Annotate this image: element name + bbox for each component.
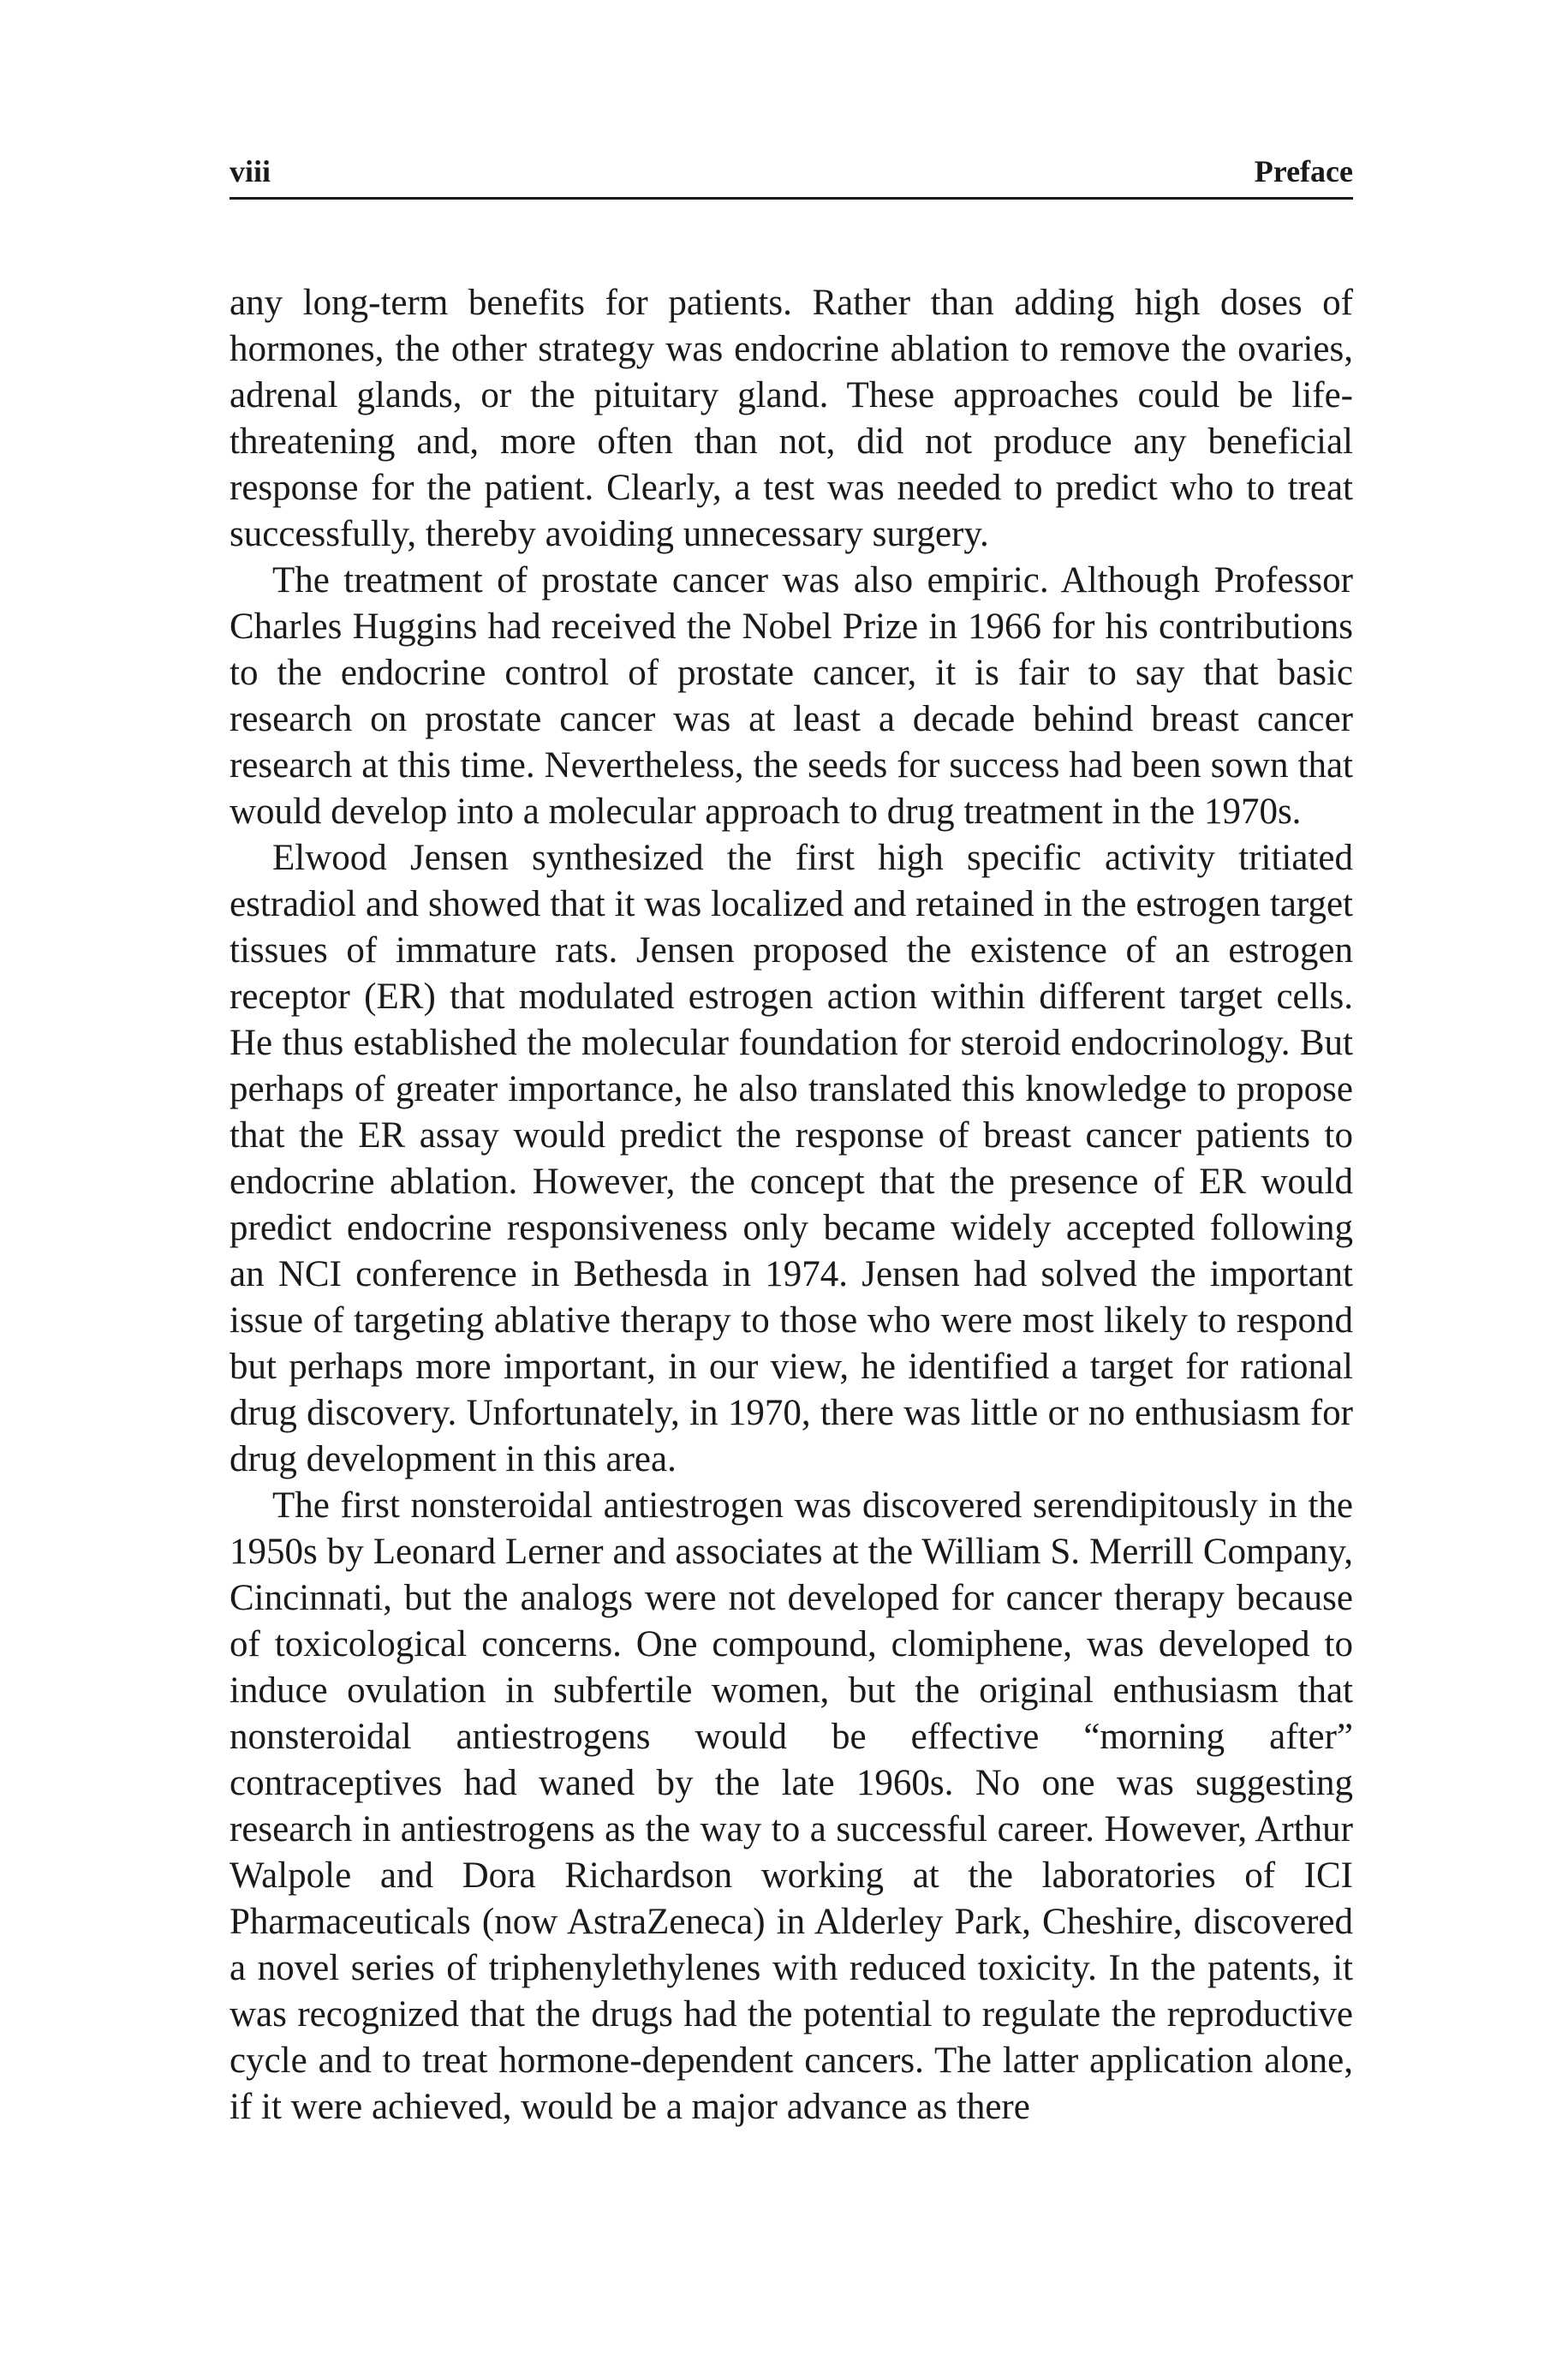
paragraph: The first nonsteroidal antiestrogen was discovered serendipitously in the 1950s by Leonard Lerner and associates at the William S. Merrill Company, Cincinnati, but the analogs were not developed for cancer therapy because of toxicological concerns. One compound, clomiphene, was developed to induce ovulation in subfertile women, but the original enthusiasm that nonsteroidal antiestrogens would be effective “morning after” contraceptives had waned by the late 1960s. No one was suggesting research in antiestrogens as the way to a successful career. However, Arthur Walpole and Dora Richardson working at the laboratories of ICI Pharmaceuticals (now AstraZeneca) in Alderley Park, Cheshire, discovered a novel series of triphenylethylenes with reduced toxicity. In the patents, it was recognized that the drugs had the potential to regulate the reproductive cycle and to treat hormone-dependent cancers. The latter application alone, if it were achieved, would be a major advance as there [230, 1485, 1353, 2127]
paragraph: any long-term benefits for patients. Rather than adding high doses of hormones, the other strategy was endocrine ablation to remove the ovaries, adrenal glands, or the pituitary gland. These approaches could be life-threatening and, more often than not, did not produce any beneficial response for the patient. Clearly, a test was needed to predict who to treat successfully, thereby avoiding unnecessary surgery. [230, 283, 1353, 554]
running-head [230, 154, 1353, 200]
body-text [230, 280, 1353, 2130]
book-page [230, 154, 1353, 2130]
paragraph: Elwood Jensen synthesized the first high specific activity tritiated estradiol and showed that it was localized and retained in the estrogen target tissues of immature rats. Jensen proposed the existence of an estrogen receptor (ER) that modulated estrogen action within different target cells. He thus established the molecular foundation for steroid endocrinology. But perhaps of greater importance, he also translated this knowledge to propose that the ER assay would predict the response of breast cancer patients to endocrine ablation. However, the concept that the presence of ER would predict endocrine responsiveness only became widely accepted following an NCI conference in Bethesda in 1974. Jensen had solved the important issue of targeting ablative therapy to those who were most likely to respond but perhaps more important, in our view, he identified a target for rational drug discovery. Unfortunately, in 1970, there was little or no enthusiasm for drug development in this area. [230, 838, 1353, 1479]
paragraph: The treatment of prostate cancer was also empiric. Although Professor Charles Huggins had received the Nobel Prize in 1966 for his contributions to the endocrine control of prostate cancer, it is fair to say that basic research on prostate cancer was at least a decade behind breast cancer research at this time. Nevertheless, the seeds for success had been sown that would develop into a molecular approach to drug treatment in the 1970s. [230, 560, 1353, 832]
page-number: viii [230, 154, 271, 188]
section-title: Preface [1254, 154, 1353, 188]
